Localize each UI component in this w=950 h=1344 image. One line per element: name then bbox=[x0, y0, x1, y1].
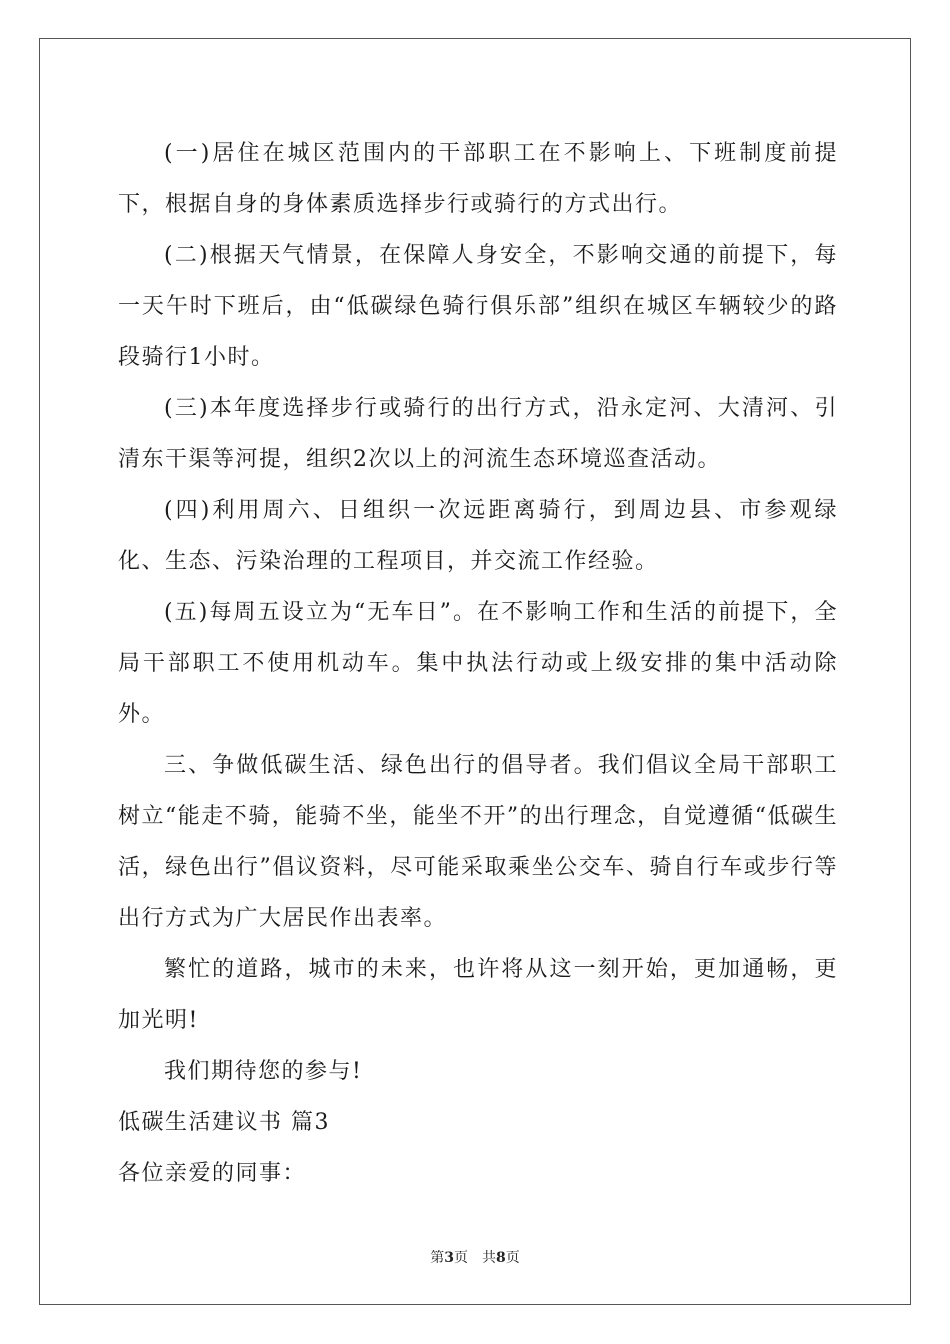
footer-page-prefix: 第 bbox=[430, 1250, 445, 1266]
paragraph-8: 我们期待您的参与! bbox=[164, 1059, 363, 1084]
footer-current-page: 3 bbox=[444, 1250, 454, 1266]
footer-total-pages: 8 bbox=[496, 1250, 506, 1266]
section-heading: 低碳生活建议书 篇3 bbox=[118, 1110, 330, 1135]
paragraph-5: (五)每周五设立为“无车日”。在不影响工作和生活的前提下，全局干部职工不使用机动车。集中执法行动或上级安排的集中活动除外。 bbox=[118, 600, 838, 727]
page-footer bbox=[0, 1247, 950, 1267]
footer-page-suffix: 页 bbox=[505, 1250, 520, 1266]
paragraph-1: (一)居住在城区范围内的干部职工在不影响上、下班制度前提下，根据自身的身体素质选择步行或骑行的方式出行。 bbox=[118, 141, 838, 217]
paragraph-3: (三)本年度选择步行或骑行的出行方式，沿永定河、大清河、引清东干渠等河提，组织2次以上的河流生态环境巡查活动。 bbox=[118, 396, 838, 472]
paragraph-4: (四)利用周六、日组织一次远距离骑行，到周边县、市参观绿化、生态、污染治理的工程项目，并交流工作经验。 bbox=[118, 498, 838, 574]
salutation: 各位亲爱的同事： bbox=[118, 1161, 307, 1186]
document-body bbox=[118, 128, 838, 1199]
paragraph-2: (二)根据天气情景，在保障人身安全，不影响交通的前提下，每一天午时下班后，由“低碳绿色骑行俱乐部”组织在城区车辆较少的路段骑行1小时。 bbox=[118, 243, 838, 370]
paragraph-6: 三、争做低碳生活、绿色出行的倡导者。我们倡议全局干部职工树立“能走不骑，能骑不坐，能坐不开”的出行理念，自觉遵循“低碳生活，绿色出行”倡议资料，尽可能采取乘坐公交车、骑自行车或步行等出行方式为广大居民作出表率。 bbox=[118, 753, 838, 931]
paragraph-7: 繁忙的道路，城市的未来，也许将从这一刻开始，更加通畅，更加光明! bbox=[118, 957, 838, 1033]
footer-page-mid: 页 共 bbox=[454, 1250, 496, 1266]
